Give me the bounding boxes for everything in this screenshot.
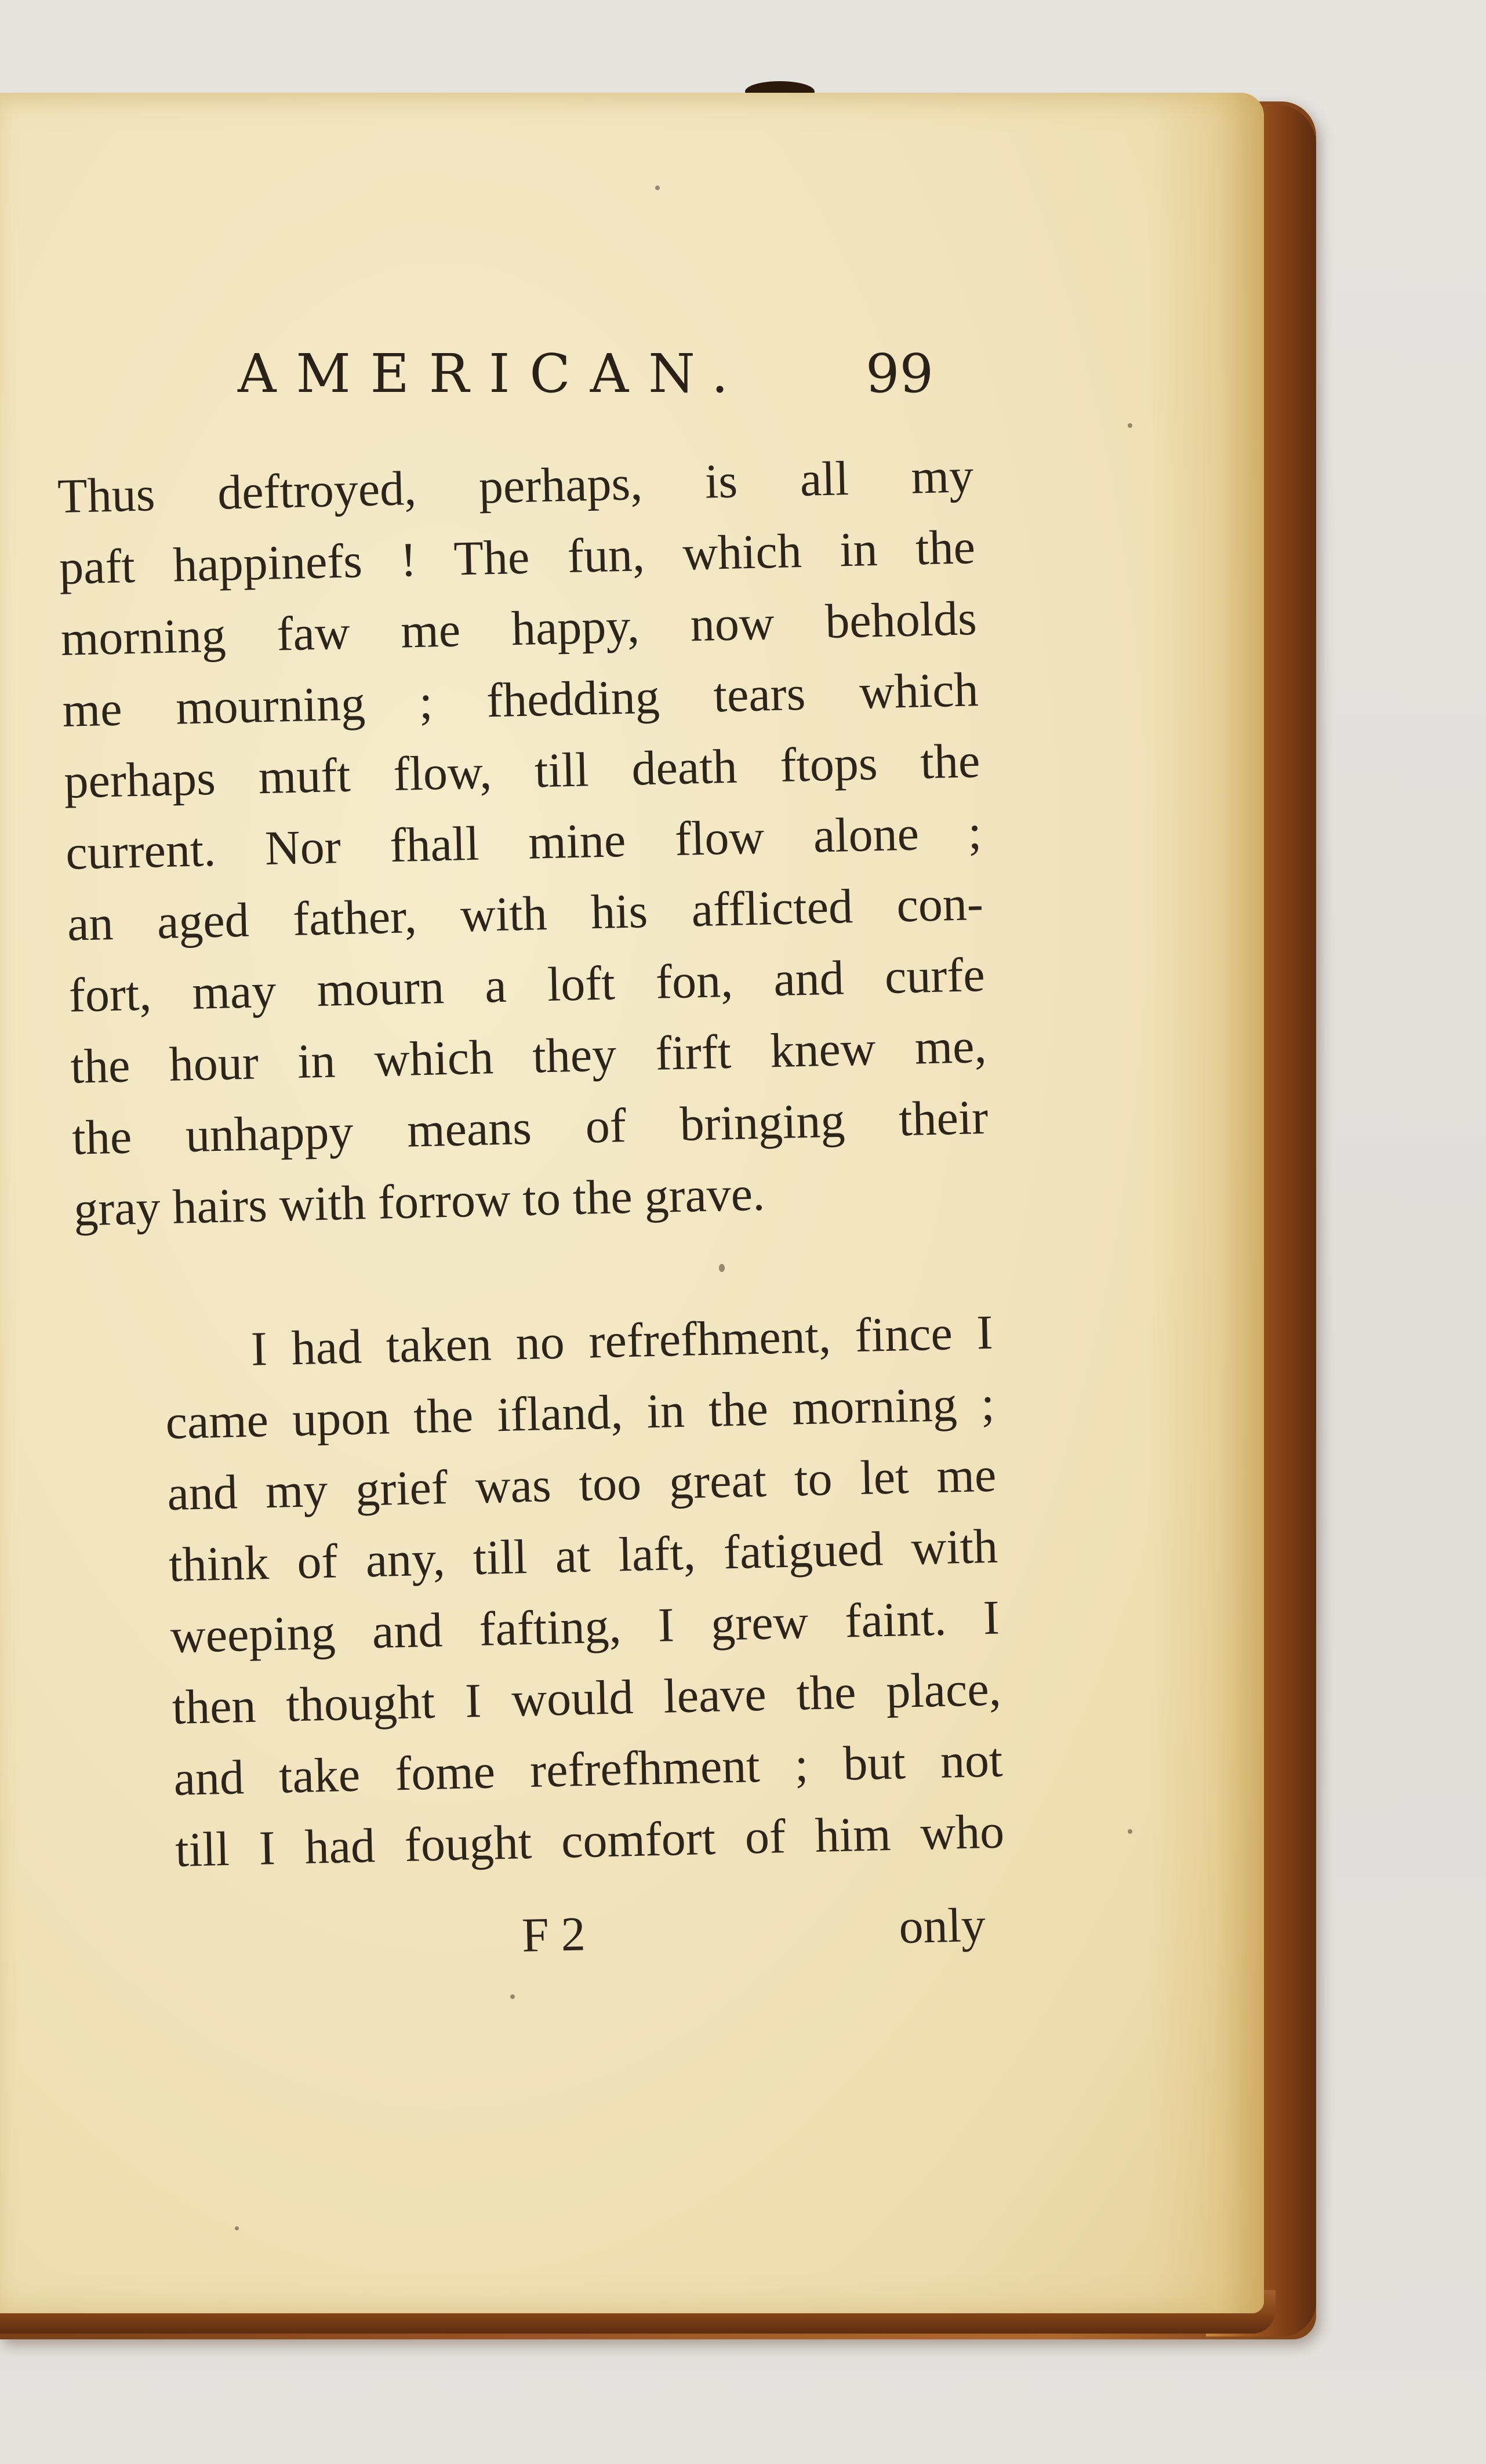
text-line: and my grief was too great to let me	[166, 1448, 997, 1521]
text-line: current. Nor fhall mine flow alone ;	[65, 805, 982, 880]
paragraph	[57, 440, 990, 1245]
text-line: came upon the ifland, in the morning ;	[165, 1376, 995, 1450]
paragraph	[77, 1297, 1005, 1888]
paper-speck	[235, 2226, 239, 2230]
page-edge-foxing	[1148, 93, 1264, 2313]
text-line: gray hairs with forrow to the grave.	[73, 1166, 766, 1237]
text-line: perhaps muft flow, till death ftops the	[63, 734, 981, 809]
paper-speck	[1128, 423, 1132, 428]
text-line: me mourning ; fhedding tears which	[61, 663, 979, 737]
text-line: I had taken no refrefhment, fince I	[250, 1305, 994, 1376]
paper-speck	[510, 1994, 515, 1999]
body-text	[57, 440, 1005, 1888]
running-head	[238, 339, 951, 409]
paper-speck	[1128, 1829, 1132, 1834]
text-line: the hour in which they firft knew me,	[70, 1019, 987, 1094]
text-line: an aged father, with his afflicted con-	[67, 876, 984, 951]
text-line: till I had fought comfort of him who	[175, 1804, 1005, 1877]
running-head-title: AMERICAN.	[238, 343, 749, 405]
text-line: think of any, till at laft, fatigued with	[168, 1519, 998, 1593]
text-line: Thus deftroyed, perhaps, is all my	[57, 449, 975, 524]
text-line: fort, may mourn a loft fon, and curfe	[68, 947, 986, 1023]
text-line: paft happinefs ! The fun, which in the	[59, 520, 976, 595]
page-footer	[510, 1894, 993, 1974]
signature-mark: F 2	[521, 1907, 586, 1963]
text-line: then thought I would leave the place,	[171, 1662, 1002, 1735]
page-number: 99	[865, 343, 933, 405]
text-line: the unhappy means of bringing their	[71, 1090, 989, 1165]
text-line: and take fome refrefhment ; but not	[173, 1733, 1004, 1806]
paper-speck	[655, 186, 660, 190]
text-line: weeping and fafting, I grew faint. I	[169, 1590, 1000, 1664]
catchword: only	[898, 1898, 986, 1954]
text-line: morning faw me happy, now beholds	[60, 591, 978, 666]
